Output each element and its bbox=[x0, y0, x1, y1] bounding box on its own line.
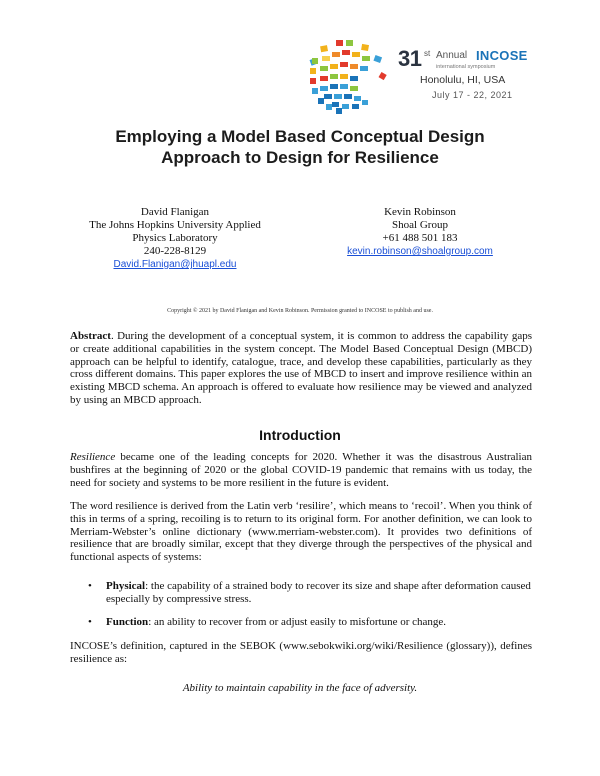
paper-title-line-2: Approach to Design for Resilience bbox=[161, 148, 439, 167]
author-name: Kevin Robinson bbox=[384, 206, 456, 218]
conference-number: 31 bbox=[398, 46, 422, 71]
author-org: Shoal Group bbox=[392, 219, 448, 231]
author-block-1 bbox=[70, 206, 280, 271]
body-paragraph-2: The word resilience is derived from the Latin verb ‘resilire’, which means to ‘recoil’. When you think of this in terms of a spring, recoiling is to return to its original form. For another definition, we can look to Merriam-Webster’s online dictionary (www.merriam-webster.com). It provides two definitions of resilience that are broadly similar, except that they diverge through the perspectives of the physical and functional aspects of systems: bbox=[70, 500, 532, 564]
bullet-term: Physical bbox=[106, 580, 146, 592]
bullet-icon: • bbox=[88, 580, 92, 592]
author-org: The Johns Hopkins University Applied bbox=[89, 219, 261, 231]
bullet-icon: • bbox=[88, 615, 92, 628]
resilience-definition-quote: Ability to maintain capability in the face of adversity. bbox=[182, 682, 418, 694]
list-item bbox=[70, 580, 532, 606]
conference-dates: July 17 - 22, 2021 bbox=[432, 90, 513, 100]
definition-bullet-list bbox=[70, 580, 532, 638]
paper-title bbox=[0, 126, 600, 168]
conference-subtitle: international symposium bbox=[436, 64, 496, 70]
symposium-mosaic-logo-icon bbox=[300, 36, 396, 116]
bullet-text: : the capability of a strained body to recover its size and shape after deformation caused especially by compressive stress. bbox=[106, 580, 531, 605]
bullet-text: : an ability to recover from or adjust easily to misfortune or change. bbox=[148, 615, 447, 628]
bullet-term: Function bbox=[106, 615, 149, 628]
abstract-text: . During the development of a conceptual system, it is common to address the capability gaps or create additional capabilities in the system concept. The Model Based Conceptual Design (MBCD) approach can be helpful to identify, catalogue, trace, and develop these capabilities, particularly as they cross different domains. This paper explores the use of MBCD to insert and improve resilience within an existing MBCD schema. An approach is offered to evaluate how resilience may be viewed and analyzed by using an MBCD approach. bbox=[70, 330, 532, 406]
list-item bbox=[70, 616, 532, 629]
body-paragraph-1 bbox=[70, 451, 532, 489]
conference-logo bbox=[300, 36, 560, 116]
paper-title-line-1: Employing a Model Based Conceptual Design bbox=[115, 127, 485, 146]
conference-number-suffix: st bbox=[424, 49, 431, 58]
author-phone: 240-228-8129 bbox=[143, 245, 207, 257]
author-email-link[interactable]: David.Flanigan@jhuapl.edu bbox=[113, 259, 237, 270]
author-name: David Flanigan bbox=[140, 206, 210, 218]
copyright-notice: Copyright © 2021 by David Flanigan and Kevin Robinson. Permission granted to INCOSE to publish and use. bbox=[167, 308, 433, 314]
resilience-term: Resilience bbox=[70, 451, 116, 463]
section-heading-introduction: Introduction bbox=[259, 427, 341, 443]
conference-location: Honolulu, HI, USA bbox=[420, 74, 506, 86]
body-paragraph-3: INCOSE’s definition, captured in the SEBOK (www.sebokwiki.org/wiki/Resilience (glossary)), defines resilience as: bbox=[70, 640, 532, 665]
paragraph-text: became one of the leading concepts for 2020. Whether it was the disastrous Australian bushfires at the beginning of 2020 or the global COVID-19 pandemic that remains with us today, the need for society and systems to be more resilient in the future is evident. bbox=[70, 451, 532, 489]
conference-annual: Annual bbox=[436, 50, 468, 61]
author-email-link[interactable]: kevin.robinson@shoalgroup.com bbox=[347, 246, 493, 257]
abstract-label: Abstract bbox=[70, 330, 111, 342]
abstract-paragraph bbox=[70, 330, 532, 407]
conference-org: INCOSE bbox=[476, 48, 528, 63]
author-block-2 bbox=[320, 206, 520, 258]
author-phone: +61 488 501 183 bbox=[382, 232, 458, 244]
author-org: Physics Laboratory bbox=[132, 232, 218, 244]
